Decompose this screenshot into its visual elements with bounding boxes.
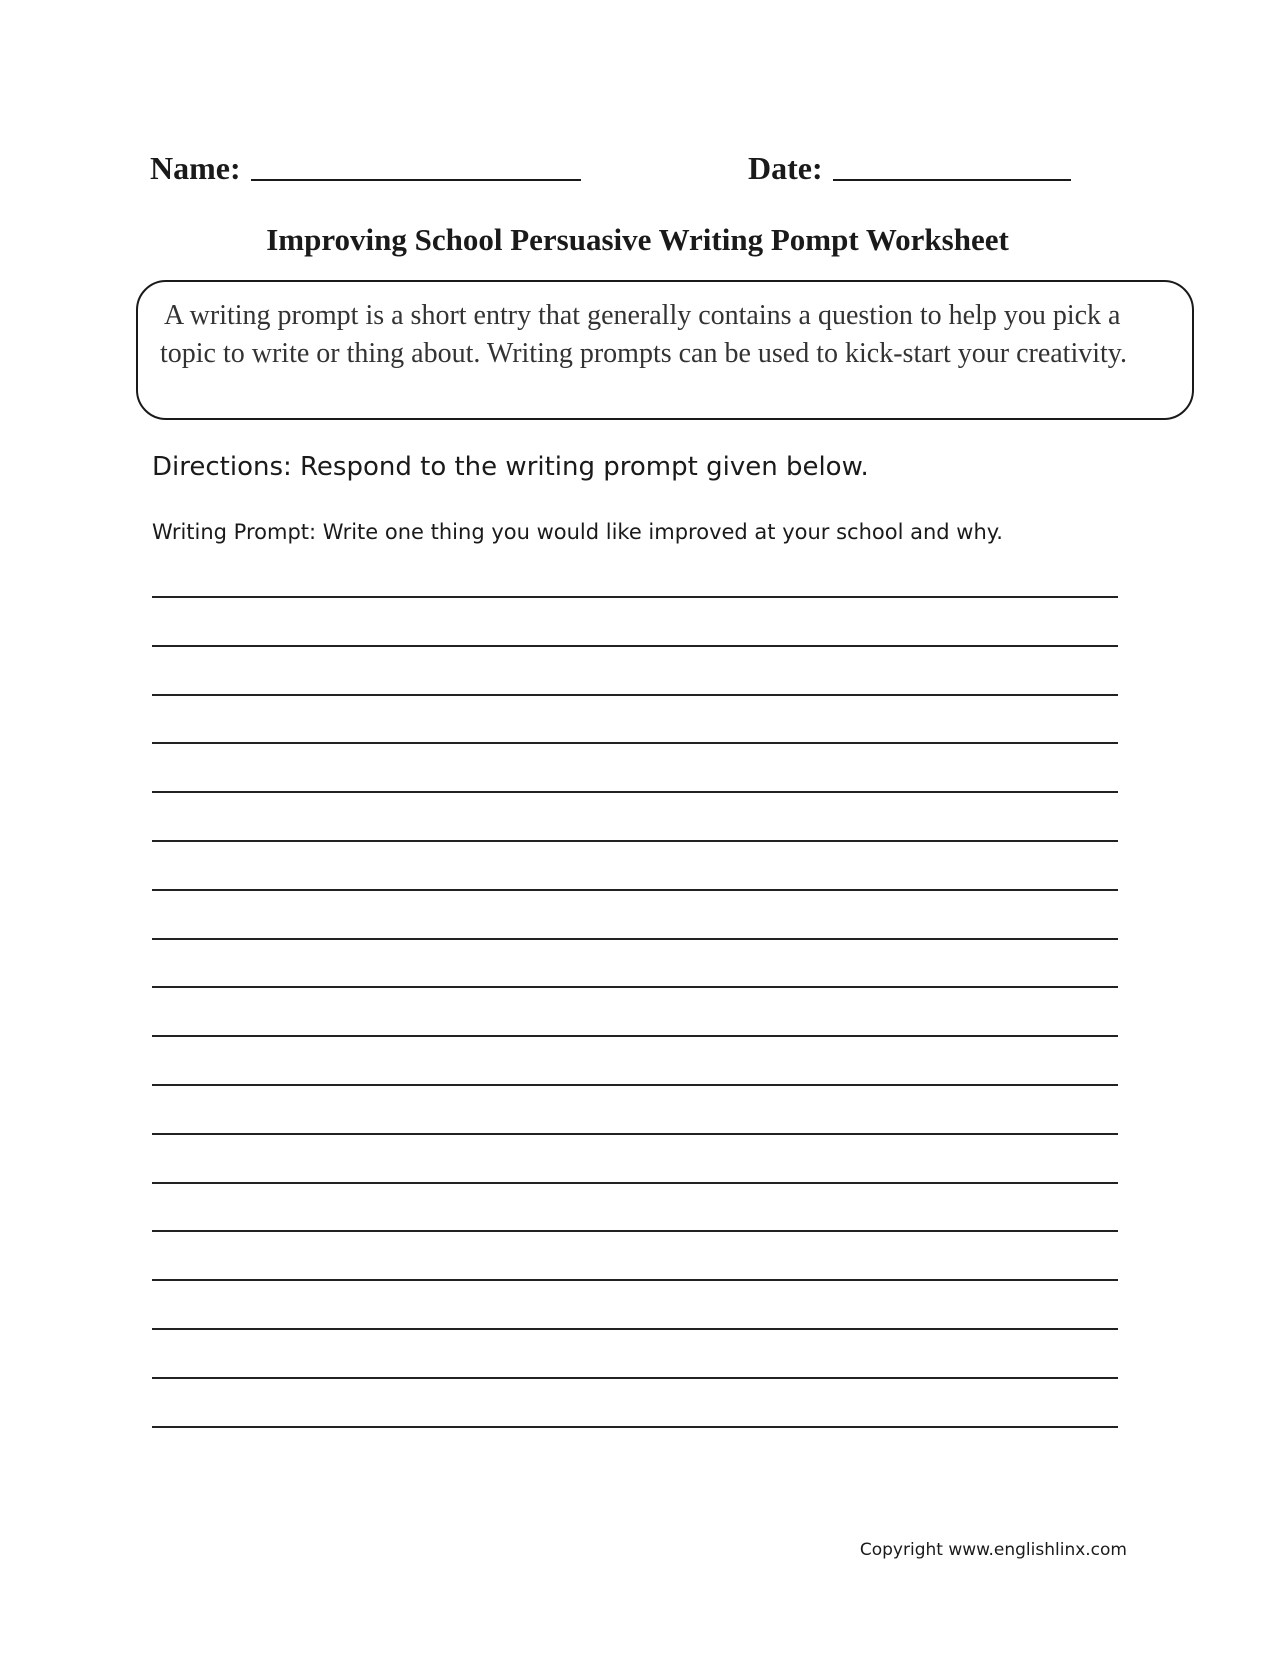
answer-line[interactable] (152, 793, 1118, 842)
answer-line[interactable] (152, 598, 1118, 647)
header-row (150, 150, 1080, 200)
info-box (136, 280, 1194, 420)
answer-line[interactable] (152, 696, 1118, 745)
answer-line[interactable] (152, 842, 1118, 891)
answer-line[interactable] (152, 1184, 1118, 1233)
answer-line[interactable] (152, 1086, 1118, 1135)
name-field (150, 150, 581, 187)
date-label: Date: (748, 150, 823, 186)
answer-line[interactable] (152, 891, 1118, 940)
name-blank-line[interactable] (251, 178, 581, 181)
copyright-text: Copyright www.englishlinx.com (859, 1540, 1127, 1560)
date-field (748, 150, 1071, 187)
answer-line[interactable] (152, 1379, 1118, 1428)
writing-prompt-text: Writing Prompt: Write one thing you would like improved at your school and why. (152, 520, 1003, 544)
answer-line[interactable] (152, 1135, 1118, 1184)
answer-line[interactable] (152, 1232, 1118, 1281)
answer-lines (152, 598, 1118, 1476)
answer-line[interactable] (152, 1330, 1118, 1379)
worksheet-title: Improving School Persuasive Writing Pompt Worksheet (266, 222, 1009, 257)
directions-text: Directions: Respond to the writing prompt given below. (152, 452, 869, 482)
answer-line[interactable] (152, 549, 1118, 598)
answer-line[interactable] (152, 940, 1118, 989)
name-label: Name: (150, 150, 241, 186)
info-text: A writing prompt is a short entry that generally contains a question to help you pick a topic to write or thing about. Writing prompts can be used to kick-start your creativity. (160, 300, 1127, 369)
answer-line[interactable] (152, 988, 1118, 1037)
answer-line[interactable] (152, 1281, 1118, 1330)
answer-line[interactable] (152, 647, 1118, 696)
answer-line[interactable] (152, 1037, 1118, 1086)
answer-line[interactable] (152, 744, 1118, 793)
date-blank-line[interactable] (833, 178, 1071, 181)
